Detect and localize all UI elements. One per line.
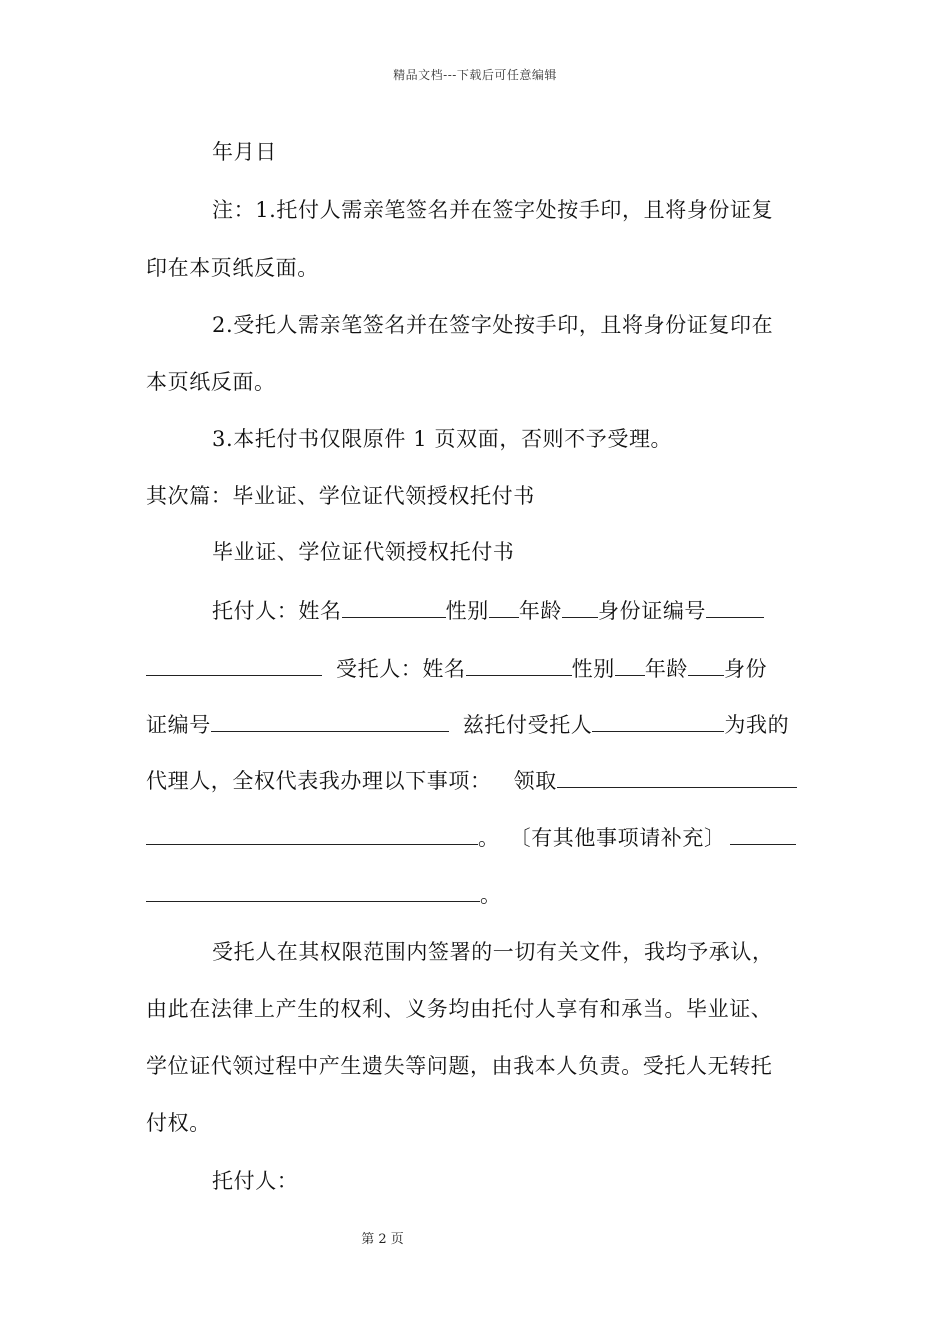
principal-gender-blank[interactable] [489, 596, 519, 618]
form-line-1 [212, 596, 764, 625]
agent-name-blank[interactable] [466, 654, 572, 676]
agent-id-label-end: 证编号 [146, 713, 211, 737]
agent-age-label: 年龄 [644, 657, 689, 681]
principal-id-blank-end[interactable] [146, 654, 322, 676]
note-3: 3.本托付书仅限原件 1 页双面，否则不予受理。 [212, 427, 673, 451]
agent-age-blank[interactable] [688, 654, 724, 676]
principal-id-blank-start[interactable] [706, 596, 764, 618]
other-matters-blank-start[interactable] [730, 823, 796, 845]
other-matters-note: 〔有其他事项请补充〕 [509, 826, 726, 850]
form-line-2 [146, 654, 767, 683]
document-title: 毕业证、学位证代领授权托付书 [212, 540, 515, 564]
agent-id-blank[interactable] [211, 710, 449, 732]
principal-id-label: 身份证编号 [598, 599, 707, 623]
statement-line-3: 学位证代领过程中产生遗失等问题，由我本人负责。受托人无转托 [146, 1054, 773, 1078]
section-title: 其次篇：毕业证、学位证代领授权托付书 [146, 484, 535, 508]
note-1-line-2: 印在本页纸反面。 [146, 256, 319, 280]
other-matters-blank-end[interactable] [146, 880, 480, 902]
form-line-4 [146, 766, 797, 795]
statement-line-2: 由此在法律上产生的权利、义务均由托付人享有和承当。毕业证、 [146, 997, 773, 1021]
note-1-line-1: 注：1.托付人需亲笔签名并在签字处按手印，且将身份证复 [212, 198, 774, 222]
agent-id-label-start: 身份 [724, 657, 768, 681]
note-2-line-2: 本页纸反面。 [146, 370, 276, 394]
signature-label: 托付人： [212, 1169, 299, 1193]
authorization-text: 代理人，全权代表我办理以下事项： [146, 769, 492, 793]
principal-name-blank[interactable] [342, 596, 446, 618]
agent-name-label: 受托人：姓名 [336, 657, 466, 681]
entrust-label: 兹托付受托人 [462, 713, 593, 737]
note-2-line-1: 2.受托人需亲笔签名并在签字处按手印，且将身份证复印在 [212, 313, 774, 337]
collect-items-blank-start[interactable] [557, 766, 797, 788]
statement-line-1: 受托人在其权限范围内签署的一切有关文件，我均予承认， [212, 940, 774, 964]
entrusted-agent-blank[interactable] [592, 710, 724, 732]
form-line-6 [146, 880, 502, 909]
agent-role-label: 为我的 [724, 713, 790, 737]
principal-age-label: 年龄 [518, 599, 563, 623]
collect-label: 领取 [513, 769, 557, 793]
agent-gender-label: 性别 [571, 657, 615, 681]
other-matters-period: 。 [480, 883, 502, 907]
principal-age-blank[interactable] [562, 596, 598, 618]
principal-name-label: 托付人：姓名 [212, 599, 342, 623]
date-line: 年月日 [212, 140, 277, 164]
page-header: 精品文档---下载后可任意编辑 [393, 68, 557, 82]
agent-gender-blank[interactable] [615, 654, 645, 676]
collect-items-blank-end[interactable] [146, 823, 478, 845]
principal-gender-label: 性别 [445, 599, 489, 623]
statement-line-4: 付权。 [146, 1111, 211, 1135]
page-number: 第 2 页 [361, 1232, 404, 1247]
form-line-3 [146, 710, 789, 739]
collect-period: 。 [478, 826, 500, 850]
form-line-5 [146, 823, 796, 852]
